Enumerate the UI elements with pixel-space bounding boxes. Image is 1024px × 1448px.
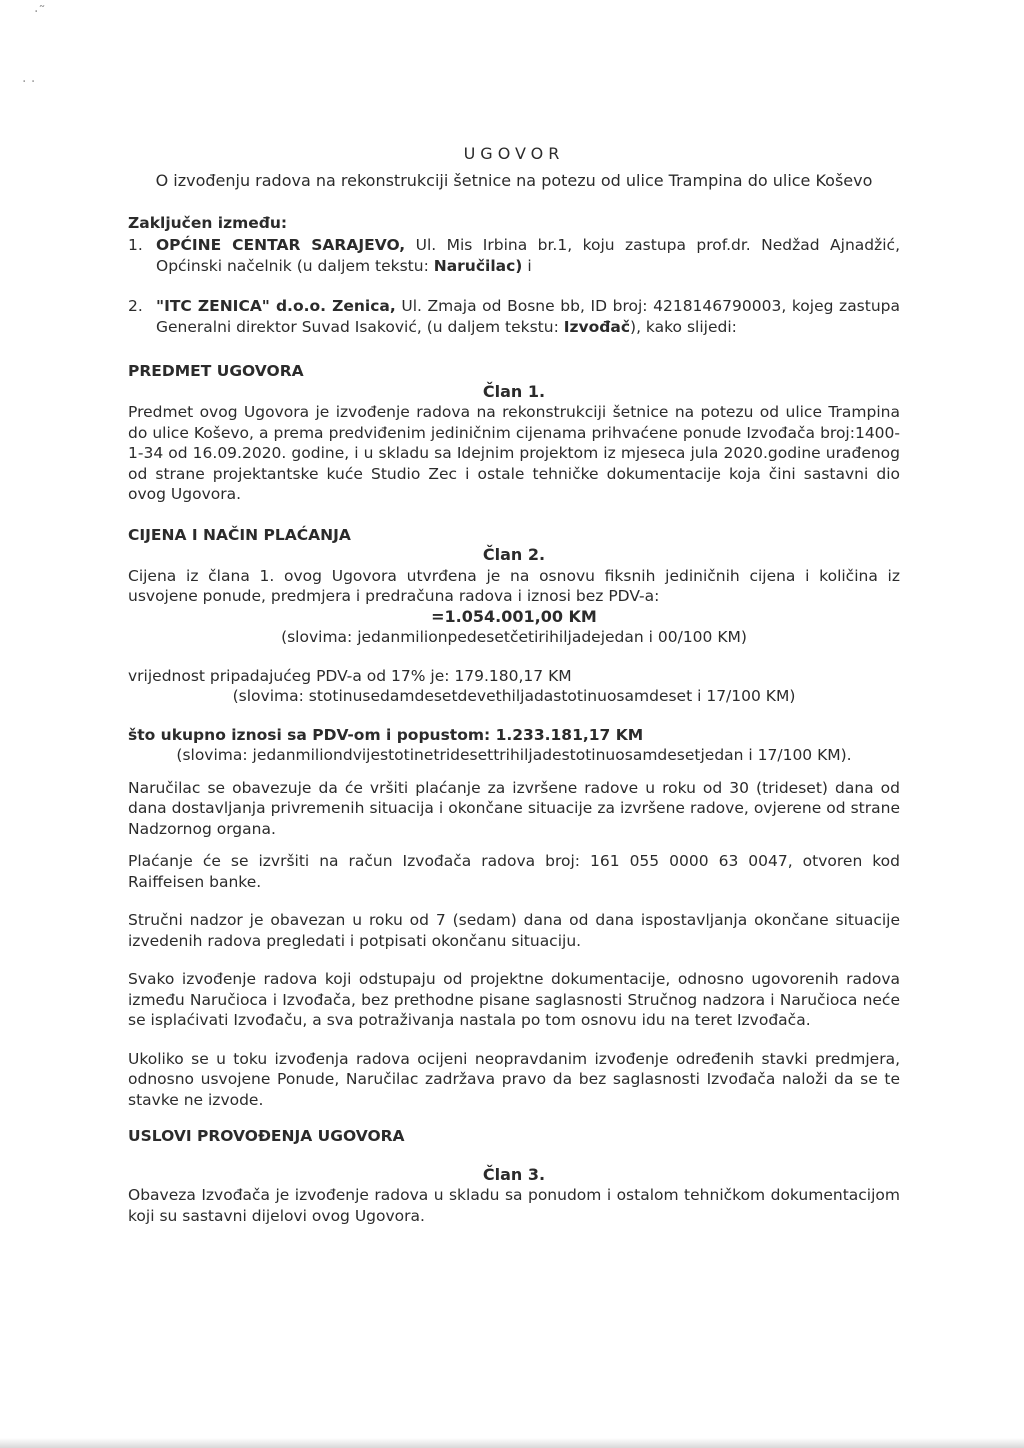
- party-1-tail: i: [522, 256, 532, 275]
- section-1-heading: PREDMET UGOVORA: [128, 362, 304, 380]
- party-1: [128, 235, 900, 276]
- vat-line: vrijednost pripadajućeg PDV-a od 17% je: 179.180,17 KM: [128, 666, 572, 685]
- vat-words: (slovima: stotinusedamdesetdevethiljadastotinuosamdeset i 17/100 KM): [232, 687, 796, 705]
- party-2-role: Izvođač: [563, 317, 631, 336]
- party-1-text: Ul. Mis Irbina br.1, koju zastupa prof.dr. Nedžad Ajnadžić, Općinski načelnik (u daljem tekstu:: [156, 236, 900, 275]
- section-1-text: Predmet ovog Ugovora je izvođenje radova na rekonstrukciji šetnice na potezu od ulice Trampina do ulice Koševo, a prema predviđenim jediničnim cijenama prihvaćene ponude Izvođača broj:1400-1-34 od 16.09.2020. godine, i u skladu sa Idejnim projektom iz mjeseca jula 2020.godine urađenog od strane projektantske kuće Studio Zec i ostale tehničke dokumentacije koja čini sastavni dio ovog Ugovora.: [128, 403, 900, 503]
- section-2-heading: CIJENA I NAČIN PLAĆANJA: [128, 525, 351, 544]
- party-2-number: 2.: [128, 297, 143, 315]
- party-2-tail: ), kako slijedi:: [630, 317, 737, 336]
- party-1-name: OPĆINE CENTAR SARAJEVO,: [156, 236, 406, 254]
- contract-body: [128, 144, 900, 1226]
- party-1-role: Naručilac): [433, 256, 523, 275]
- supervision-text: Stručni nadzor je obavezan u roku od 7 (sedam) dana od dana ispostavljanja okončane situacije izvedenih radova pregledati i potpisati okončanu situaciju.: [128, 911, 900, 950]
- scan-edge-shadow: [0, 1438, 1024, 1448]
- bank-account: Plaćanje će se izvršiti na račun Izvođača radova broj: 161 055 0000 63 0047, otvoren kod Raiffeisen banke.: [128, 852, 900, 891]
- party-2-text: Ul. Zmaja od Bosne bb, ID broj: 4218146790003, kojeg zastupa Generalni direktor Suvad Isaković, (u daljem tekstu:: [156, 297, 901, 336]
- clan-1: Član 1.: [482, 381, 546, 401]
- unjustified-items-text: Ukoliko se u toku izvođenja radova ocijeni neopravdanim izvođenje određenih stavki predmjera, odnosno usvojene Ponude, Naručilac zadržava pravo da bez saglasnosti Izvođača naloži da se te stavke ne izvode.: [128, 1049, 900, 1109]
- party-1-number: 1.: [128, 236, 143, 254]
- section-3-heading: USLOVI PROVOĐENJA UGOVORA: [128, 1127, 405, 1145]
- parties-intro: Zaključen između:: [128, 213, 288, 232]
- section-3-text: Obaveza Izvođača je izvođenje radova u skladu sa ponudom i ostalom tehničkom dokumentacijom koji su sastavni dijelovi ovog Ugovora.: [128, 1186, 900, 1225]
- document-title: UGOVOR: [463, 144, 565, 163]
- clan-2: Član 2.: [482, 545, 546, 564]
- payment-terms: Naručilac se obavezuje da će vršiti plaćanje za izvršene radove u roku od 30 (trideset) dana od dana dostavljanja privremenih situacija i okončane situacije za izvršene radove, ovjerene od strane Nadzornog organa.: [128, 778, 900, 838]
- total-line: što ukupno iznosi sa PDV-om i popustom: 1.233.181,17 KM: [128, 725, 644, 744]
- price-intro: Cijena iz člana 1. ovog Ugovora utvrđena je na osnovu fiksnih jediničnih cijena i količina iz usvojene ponude, predmjera i predračuna radova i iznosi bez PDV-a:: [128, 566, 900, 605]
- document-subtitle: O izvođenju radova na rekonstrukciji šetnice na potezu od ulice Trampina do ulice Koševo: [155, 170, 873, 190]
- deviation-text: Svako izvođenje radova koji odstupaju od projektne dokumentacije, odnosno ugovorenih radova između Naručioca i Izvođača, bez prethodne pisane saglasnosti Stručnog nadzora i Naručioca neće se isplaćivati Izvođaču, a sva potraživanja nastala po tom osnovu idu na teret Izvođača.: [128, 970, 900, 1029]
- scan-speck: ·˜: [34, 4, 46, 20]
- clan-3: Član 3.: [482, 1164, 546, 1184]
- total-words: (slovima: jedanmiliondvijestotinetridesettrihiljadestotinuosamdesetjedan i 17/100 KM).: [176, 746, 852, 764]
- party-2: [128, 296, 900, 337]
- price-amount-words: (slovima: jedanmilionpedesetčetirihiljadejedan i 00/100 KM): [281, 628, 747, 646]
- price-amount: =1.054.001,00 KM: [431, 606, 597, 626]
- scan-speck: · ·: [22, 74, 36, 90]
- party-2-name: "ITC ZENICA" d.o.o. Zenica,: [156, 297, 396, 315]
